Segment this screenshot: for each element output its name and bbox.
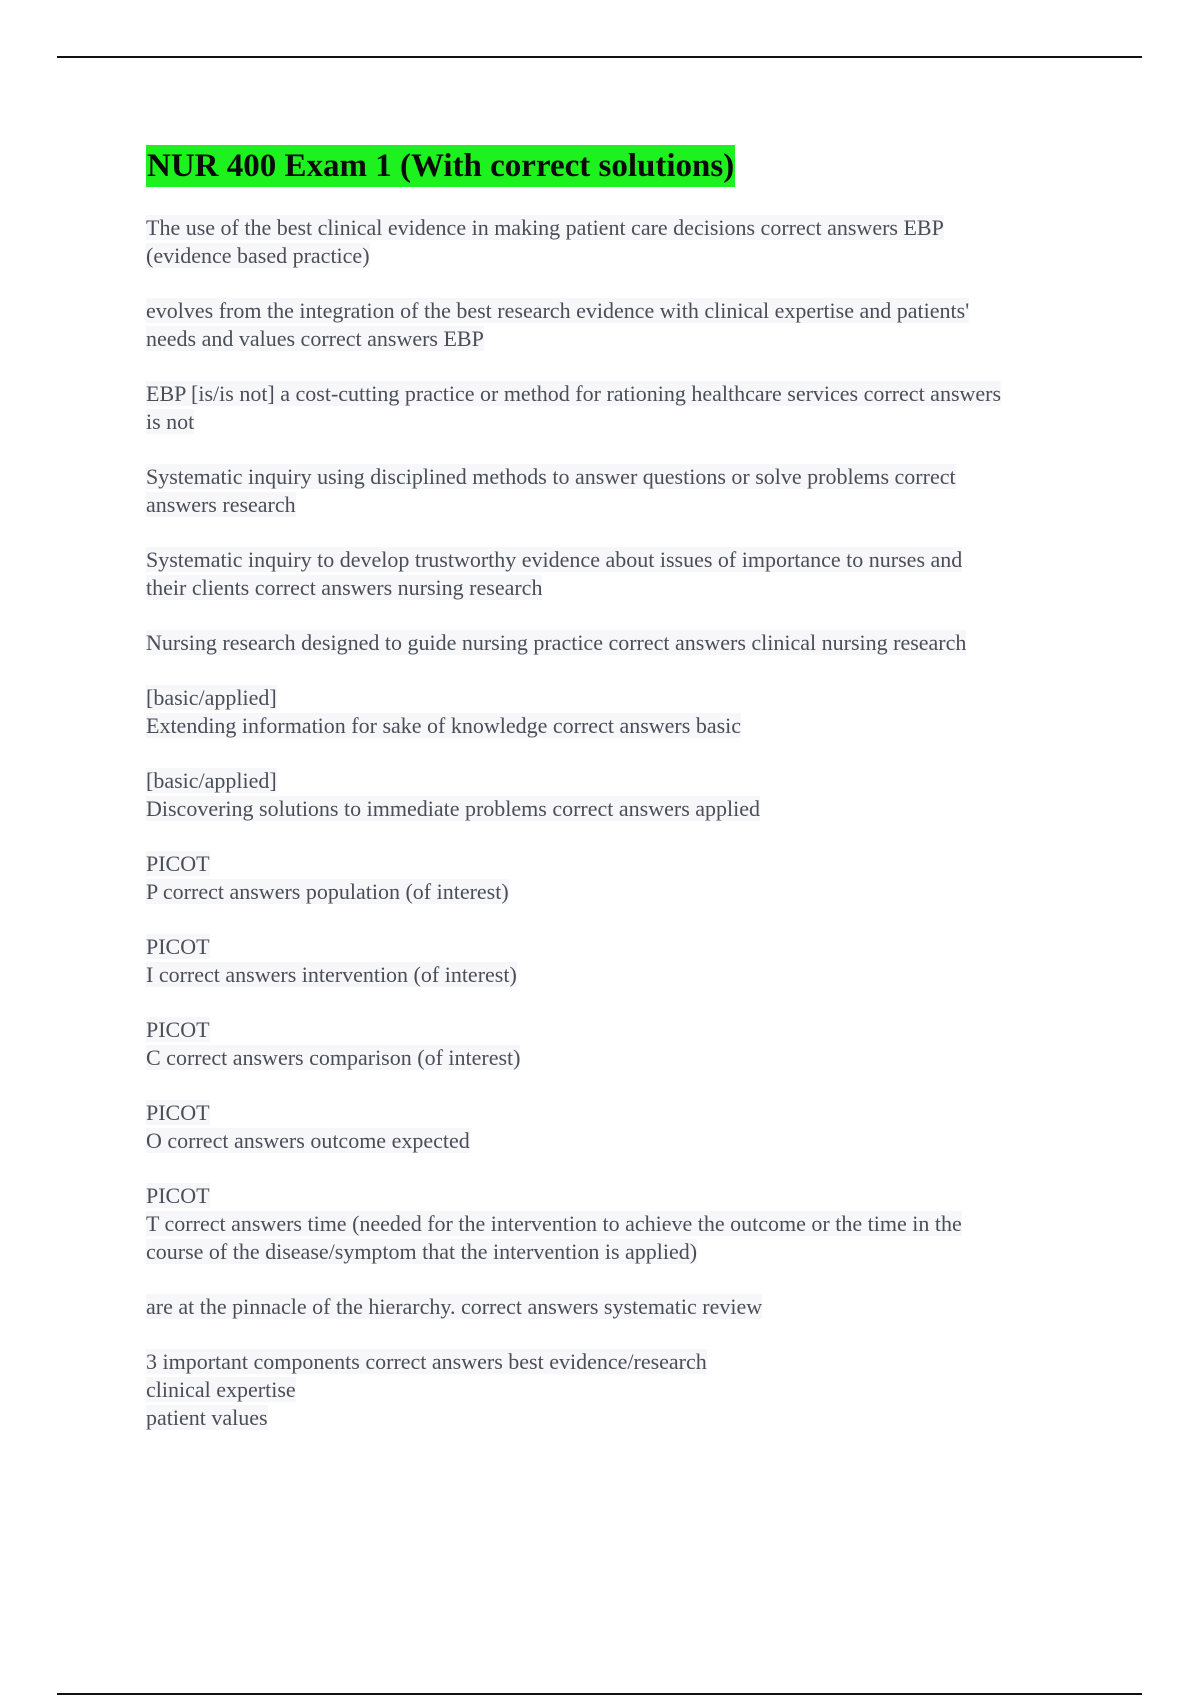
- qa-line-text: (evidence based practice): [146, 243, 370, 268]
- qa-line-text: course of the disease/symptom that the intervention is applied): [146, 1239, 698, 1264]
- qa-line: [146, 546, 1106, 574]
- qa-line: [146, 1210, 1106, 1238]
- qa-line: [146, 1044, 1106, 1072]
- qa-line: [146, 380, 1106, 408]
- qa-entry: [146, 1016, 1106, 1072]
- bottom-rule: [57, 1693, 1142, 1695]
- qa-line: [146, 1016, 1106, 1044]
- qa-line-text: 3 important components correct answers best evidence/research: [146, 1349, 707, 1374]
- qa-line: [146, 463, 1106, 491]
- qa-entry: [146, 1099, 1106, 1155]
- qa-list: [146, 214, 1106, 1432]
- qa-entry: [146, 297, 1106, 353]
- qa-line: [146, 850, 1106, 878]
- qa-entry: [146, 1182, 1106, 1266]
- qa-line: [146, 767, 1106, 795]
- qa-line-text: The use of the best clinical evidence in making patient care decisions correct answers EBP: [146, 215, 944, 240]
- top-rule: [57, 56, 1142, 58]
- qa-line: [146, 878, 1106, 906]
- qa-line-text: O correct answers outcome expected: [146, 1128, 470, 1153]
- qa-line-text: PICOT: [146, 1183, 210, 1208]
- qa-line-text: clinical expertise: [146, 1377, 296, 1402]
- qa-line-text: is not: [146, 409, 195, 434]
- qa-line-text: are at the pinnacle of the hierarchy. correct answers systematic review: [146, 1294, 763, 1319]
- qa-line-text: Systematic inquiry to develop trustworthy evidence about issues of importance to nurses and: [146, 547, 963, 572]
- qa-entry: [146, 463, 1106, 519]
- qa-entry: [146, 850, 1106, 906]
- qa-line: [146, 1376, 1106, 1404]
- qa-entry: [146, 629, 1106, 657]
- qa-entry: [146, 684, 1106, 740]
- qa-entry: [146, 214, 1106, 270]
- qa-entry: [146, 1348, 1106, 1432]
- title-wrap: [146, 145, 1106, 187]
- document-title: NUR 400 Exam 1 (With correct solutions): [146, 145, 735, 187]
- qa-entry: [146, 767, 1106, 823]
- document-body: [146, 145, 1106, 1459]
- qa-line-text: Nursing research designed to guide nursing practice correct answers clinical nursing research: [146, 630, 967, 655]
- qa-line: [146, 1238, 1106, 1266]
- qa-entry: [146, 1293, 1106, 1321]
- qa-line-text: evolves from the integration of the best research evidence with clinical expertise and patients': [146, 298, 970, 323]
- qa-line: [146, 1404, 1106, 1432]
- qa-line: [146, 297, 1106, 325]
- qa-line: [146, 574, 1106, 602]
- qa-line-text: [basic/applied]: [146, 768, 277, 793]
- qa-line-text: their clients correct answers nursing research: [146, 575, 543, 600]
- qa-line-text: C correct answers comparison (of interest): [146, 1045, 521, 1070]
- qa-line-text: P correct answers population (of interest): [146, 879, 509, 904]
- qa-line-text: Systematic inquiry using disciplined methods to answer questions or solve problems correct: [146, 464, 956, 489]
- qa-line-text: PICOT: [146, 851, 210, 876]
- qa-line-text: PICOT: [146, 934, 210, 959]
- qa-line: [146, 795, 1106, 823]
- qa-line-text: patient values: [146, 1405, 268, 1430]
- qa-line: [146, 1293, 1106, 1321]
- qa-line: [146, 242, 1106, 270]
- qa-line-text: EBP [is/is not] a cost-cutting practice or method for rationing healthcare services correct answers: [146, 381, 1002, 406]
- qa-line-text: Extending information for sake of knowledge correct answers basic: [146, 713, 742, 738]
- qa-line-text: [basic/applied]: [146, 685, 277, 710]
- qa-line-text: answers research: [146, 492, 296, 517]
- qa-line: [146, 961, 1106, 989]
- qa-entry: [146, 933, 1106, 989]
- qa-line-text: needs and values correct answers EBP: [146, 326, 484, 351]
- qa-entry: [146, 546, 1106, 602]
- qa-line: [146, 684, 1106, 712]
- qa-line: [146, 1099, 1106, 1127]
- qa-line: [146, 214, 1106, 242]
- qa-line: [146, 491, 1106, 519]
- qa-line-text: Discovering solutions to immediate problems correct answers applied: [146, 796, 761, 821]
- qa-line-text: I correct answers intervention (of interest): [146, 962, 517, 987]
- qa-line: [146, 1127, 1106, 1155]
- qa-line: [146, 629, 1106, 657]
- qa-line-text: PICOT: [146, 1017, 210, 1042]
- qa-line: [146, 1182, 1106, 1210]
- qa-line-text: PICOT: [146, 1100, 210, 1125]
- qa-entry: [146, 380, 1106, 436]
- qa-line: [146, 933, 1106, 961]
- qa-line: [146, 712, 1106, 740]
- qa-line: [146, 1348, 1106, 1376]
- qa-line-text: T correct answers time (needed for the intervention to achieve the outcome or the time in the: [146, 1211, 962, 1236]
- qa-line: [146, 325, 1106, 353]
- qa-line: [146, 408, 1106, 436]
